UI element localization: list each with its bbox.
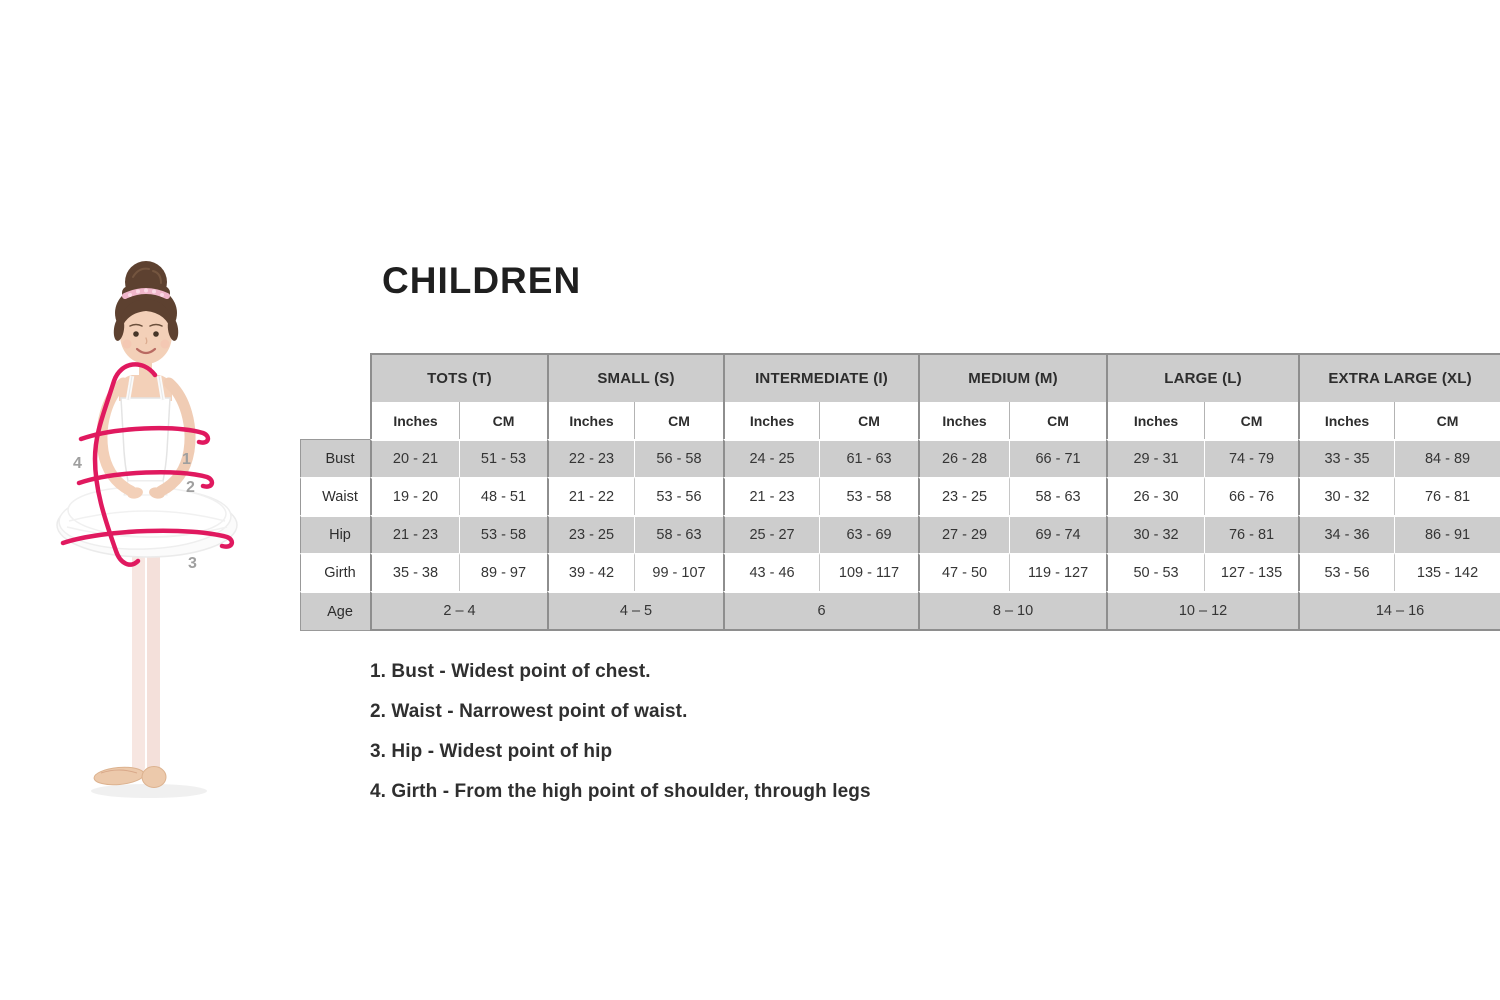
row-label: Waist [300, 477, 370, 515]
size-group-header-tots: TOTS (T) [370, 353, 547, 402]
size-value-cell: 56 - 58 [634, 439, 723, 477]
size-value-cell: 89 - 97 [459, 553, 547, 591]
tutu [57, 485, 237, 557]
marker-3-hip: 3 [188, 555, 197, 572]
size-group-header-intermediate: INTERMEDIATE (I) [723, 353, 918, 402]
size-value-cell: 63 - 69 [819, 515, 918, 553]
marker-4-girth: 4 [73, 455, 82, 472]
right-leg [147, 523, 160, 773]
size-value-cell: 51 - 53 [459, 439, 547, 477]
row-label: Age [300, 591, 370, 631]
size-value-cell: 135 - 142 [1394, 553, 1500, 591]
size-value-cell: 127 - 135 [1204, 553, 1298, 591]
size-value-cell: 58 - 63 [1009, 477, 1106, 515]
unit-header-cell: CM [819, 402, 918, 439]
marker-2-waist: 2 [186, 479, 195, 496]
size-value-cell: 21 - 22 [547, 477, 634, 515]
size-value-cell: 48 - 51 [459, 477, 547, 515]
size-value-cell: 76 - 81 [1394, 477, 1500, 515]
measurement-row-hip [300, 515, 1500, 553]
size-value-cell: 22 - 23 [547, 439, 634, 477]
ballerina-illustration [55, 255, 290, 820]
age-value-cell: 14 – 16 [1298, 591, 1500, 631]
unit-header-cell: Inches [370, 402, 459, 439]
unit-header-cell: CM [634, 402, 723, 439]
size-value-cell: 39 - 42 [547, 553, 634, 591]
size-chart-table [300, 353, 1500, 631]
size-value-cell: 47 - 50 [918, 553, 1009, 591]
size-group-header-extra-large: EXTRA LARGE (XL) [1298, 353, 1500, 402]
size-group-header-small: SMALL (S) [547, 353, 723, 402]
unit-header-cell: CM [1009, 402, 1106, 439]
row-label: Girth [300, 553, 370, 591]
unit-header-cell: Inches [918, 402, 1009, 439]
measurement-row-girth [300, 553, 1500, 591]
unit-header-cell: Inches [723, 402, 819, 439]
size-value-cell: 43 - 46 [723, 553, 819, 591]
size-value-cell: 35 - 38 [370, 553, 459, 591]
size-value-cell: 53 - 58 [459, 515, 547, 553]
age-value-cell: 10 – 12 [1106, 591, 1298, 631]
note-bust: 1. Bust - Widest point of chest. [370, 661, 651, 682]
unit-header-cell: CM [1204, 402, 1298, 439]
size-value-cell: 109 - 117 [819, 553, 918, 591]
ballet-slippers [93, 765, 166, 787]
size-value-cell: 27 - 29 [918, 515, 1009, 553]
size-value-cell: 74 - 79 [1204, 439, 1298, 477]
unit-header-cell: Inches [1298, 402, 1394, 439]
size-value-cell: 50 - 53 [1106, 553, 1204, 591]
size-value-cell: 33 - 35 [1298, 439, 1394, 477]
corner-blank-cell [300, 402, 370, 439]
age-value-cell: 4 – 5 [547, 591, 723, 631]
note-girth: 4. Girth - From the high point of shoulder, through legs [370, 781, 871, 802]
size-header-row [300, 353, 1500, 402]
age-value-cell: 2 – 4 [370, 591, 547, 631]
page-title: CHILDREN [382, 260, 582, 301]
size-value-cell: 24 - 25 [723, 439, 819, 477]
age-row [300, 591, 1500, 631]
unit-header-cell: Inches [1106, 402, 1204, 439]
size-value-cell: 26 - 28 [918, 439, 1009, 477]
measurement-notes [370, 661, 1070, 821]
size-value-cell: 19 - 20 [370, 477, 459, 515]
size-value-cell: 58 - 63 [634, 515, 723, 553]
age-value-cell: 8 – 10 [918, 591, 1106, 631]
measurement-row-bust [300, 439, 1500, 477]
size-value-cell: 23 - 25 [918, 477, 1009, 515]
corner-blank-cell [300, 353, 370, 402]
size-value-cell: 20 - 21 [370, 439, 459, 477]
row-label: Hip [300, 515, 370, 553]
size-value-cell: 99 - 107 [634, 553, 723, 591]
size-value-cell: 53 - 58 [819, 477, 918, 515]
size-value-cell: 66 - 71 [1009, 439, 1106, 477]
size-group-header-large: LARGE (L) [1106, 353, 1298, 402]
note-waist: 2. Waist - Narrowest point of waist. [370, 701, 688, 722]
unit-header-cell: CM [459, 402, 547, 439]
size-value-cell: 61 - 63 [819, 439, 918, 477]
measurement-row-waist [300, 477, 1500, 515]
age-value-cell: 6 [723, 591, 918, 631]
unit-header-cell: CM [1394, 402, 1500, 439]
size-value-cell: 21 - 23 [723, 477, 819, 515]
row-label: Bust [300, 439, 370, 477]
size-group-header-medium: MEDIUM (M) [918, 353, 1106, 402]
size-value-cell: 119 - 127 [1009, 553, 1106, 591]
note-hip: 3. Hip - Widest point of hip [370, 741, 613, 762]
size-value-cell: 25 - 27 [723, 515, 819, 553]
size-value-cell: 66 - 76 [1204, 477, 1298, 515]
size-value-cell: 34 - 36 [1298, 515, 1394, 553]
size-value-cell: 23 - 25 [547, 515, 634, 553]
size-value-cell: 29 - 31 [1106, 439, 1204, 477]
size-value-cell: 30 - 32 [1106, 515, 1204, 553]
size-value-cell: 53 - 56 [634, 477, 723, 515]
size-value-cell: 84 - 89 [1394, 439, 1500, 477]
unit-header-row [300, 402, 1500, 439]
size-value-cell: 21 - 23 [370, 515, 459, 553]
size-value-cell: 26 - 30 [1106, 477, 1204, 515]
size-value-cell: 86 - 91 [1394, 515, 1500, 553]
size-value-cell: 76 - 81 [1204, 515, 1298, 553]
size-value-cell: 53 - 56 [1298, 553, 1394, 591]
unit-header-cell: Inches [547, 402, 634, 439]
marker-1-bust: 1 [182, 451, 191, 468]
ballerina-figure [55, 255, 290, 820]
size-value-cell: 69 - 74 [1009, 515, 1106, 553]
size-value-cell: 30 - 32 [1298, 477, 1394, 515]
